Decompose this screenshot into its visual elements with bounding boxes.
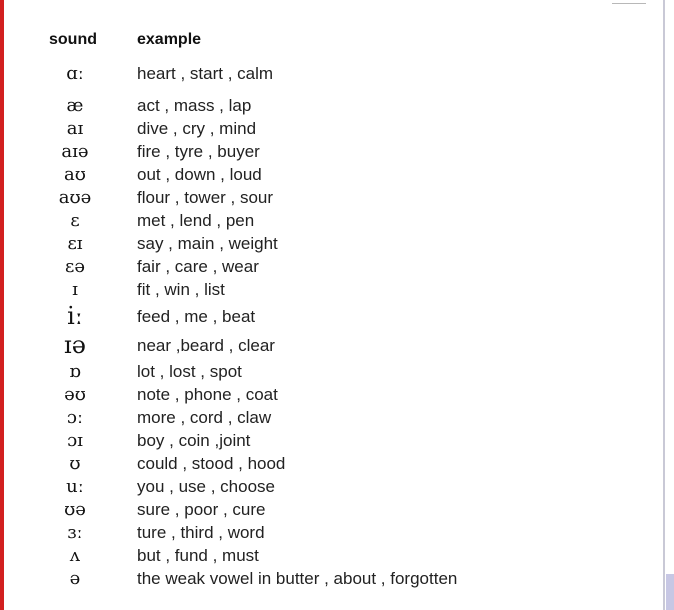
- sound-symbol: ɜː: [67, 522, 83, 543]
- table-row: [0, 94, 663, 117]
- table-row: [0, 302, 663, 330]
- example-words: could , stood , hood: [137, 454, 286, 473]
- example-words: feed , me , beat: [137, 307, 256, 326]
- sound-symbol: ɑː: [66, 63, 84, 84]
- example-words: the weak vowel in butter , about , forgotten: [137, 569, 458, 588]
- header-sound: sound: [49, 31, 97, 48]
- table-header: [0, 31, 663, 53]
- example-words: you , use , choose: [137, 477, 275, 496]
- sound-symbol: aʊə: [58, 187, 92, 208]
- example-words: fit , win , list: [137, 280, 225, 299]
- header-example: example: [137, 31, 202, 48]
- sound-symbol: ʊ: [69, 453, 81, 474]
- sound-symbol: æ: [66, 95, 84, 116]
- table-row: [0, 140, 663, 163]
- table-row: [0, 163, 663, 186]
- table-row: [0, 360, 663, 383]
- page-corner-mark: [612, 0, 646, 4]
- scrollbar-track[interactable]: [665, 0, 674, 610]
- table-row: [0, 406, 663, 429]
- table-row: [0, 498, 663, 521]
- example-words: ture , third , word: [137, 523, 265, 542]
- sound-symbol: aɪə: [61, 141, 89, 162]
- example-words: lot , lost , spot: [137, 362, 242, 381]
- example-words: say , main , weight: [137, 234, 278, 253]
- example-words: boy , coin ,joint: [137, 431, 251, 450]
- example-words: fair , care , wear: [137, 257, 259, 276]
- example-words: flour , tower , sour: [137, 188, 274, 207]
- example-words: more , cord , claw: [137, 408, 272, 427]
- table-row: [0, 209, 663, 232]
- example-words: note , phone , coat: [137, 385, 278, 404]
- table-row: [0, 475, 663, 498]
- sound-symbol: ɔɪ: [67, 430, 83, 451]
- table-row: [0, 521, 663, 544]
- example-words: met , lend , pen: [137, 211, 255, 230]
- sound-symbol: ə: [69, 568, 81, 589]
- sound-symbol: ɛə: [65, 256, 85, 277]
- sound-symbol: ʌ: [69, 545, 81, 566]
- table-row: [0, 544, 663, 567]
- table-row: [0, 255, 663, 278]
- example-words: heart , start , calm: [137, 64, 274, 83]
- table-row: [0, 452, 663, 475]
- sound-symbol: ɛɪ: [67, 233, 83, 254]
- sound-symbol: ɪə: [64, 331, 86, 359]
- scrollbar-thumb[interactable]: [666, 574, 674, 610]
- example-words: dive , cry , mind: [137, 119, 257, 138]
- sound-symbol: iː: [67, 302, 83, 330]
- table-row: [0, 383, 663, 406]
- sound-symbol: uː: [66, 476, 84, 497]
- table-row: [0, 62, 663, 85]
- sound-symbol: aʊ: [64, 164, 86, 185]
- sound-symbol: ɔː: [66, 407, 84, 428]
- table-row: [0, 278, 663, 301]
- sound-symbol: aɪ: [66, 118, 84, 139]
- sound-symbol: əʊ: [64, 384, 86, 405]
- example-words: near ,beard , clear: [137, 336, 275, 355]
- sound-symbol: ʊə: [64, 499, 86, 520]
- example-words: sure , poor , cure: [137, 500, 266, 519]
- example-words: fire , tyre , buyer: [137, 142, 260, 161]
- table-row: [0, 232, 663, 255]
- table-row: [0, 117, 663, 140]
- example-words: act , mass , lap: [137, 96, 252, 115]
- table-row: [0, 186, 663, 209]
- example-words: but , fund , must: [137, 546, 259, 565]
- sound-symbol: ɪ: [72, 279, 78, 300]
- sound-symbol: ɛ: [70, 210, 80, 231]
- example-words: out , down , loud: [137, 165, 262, 184]
- table-row: [0, 331, 663, 359]
- table-row: [0, 567, 663, 590]
- sound-symbol: ɒ: [69, 361, 81, 382]
- table-row: [0, 429, 663, 452]
